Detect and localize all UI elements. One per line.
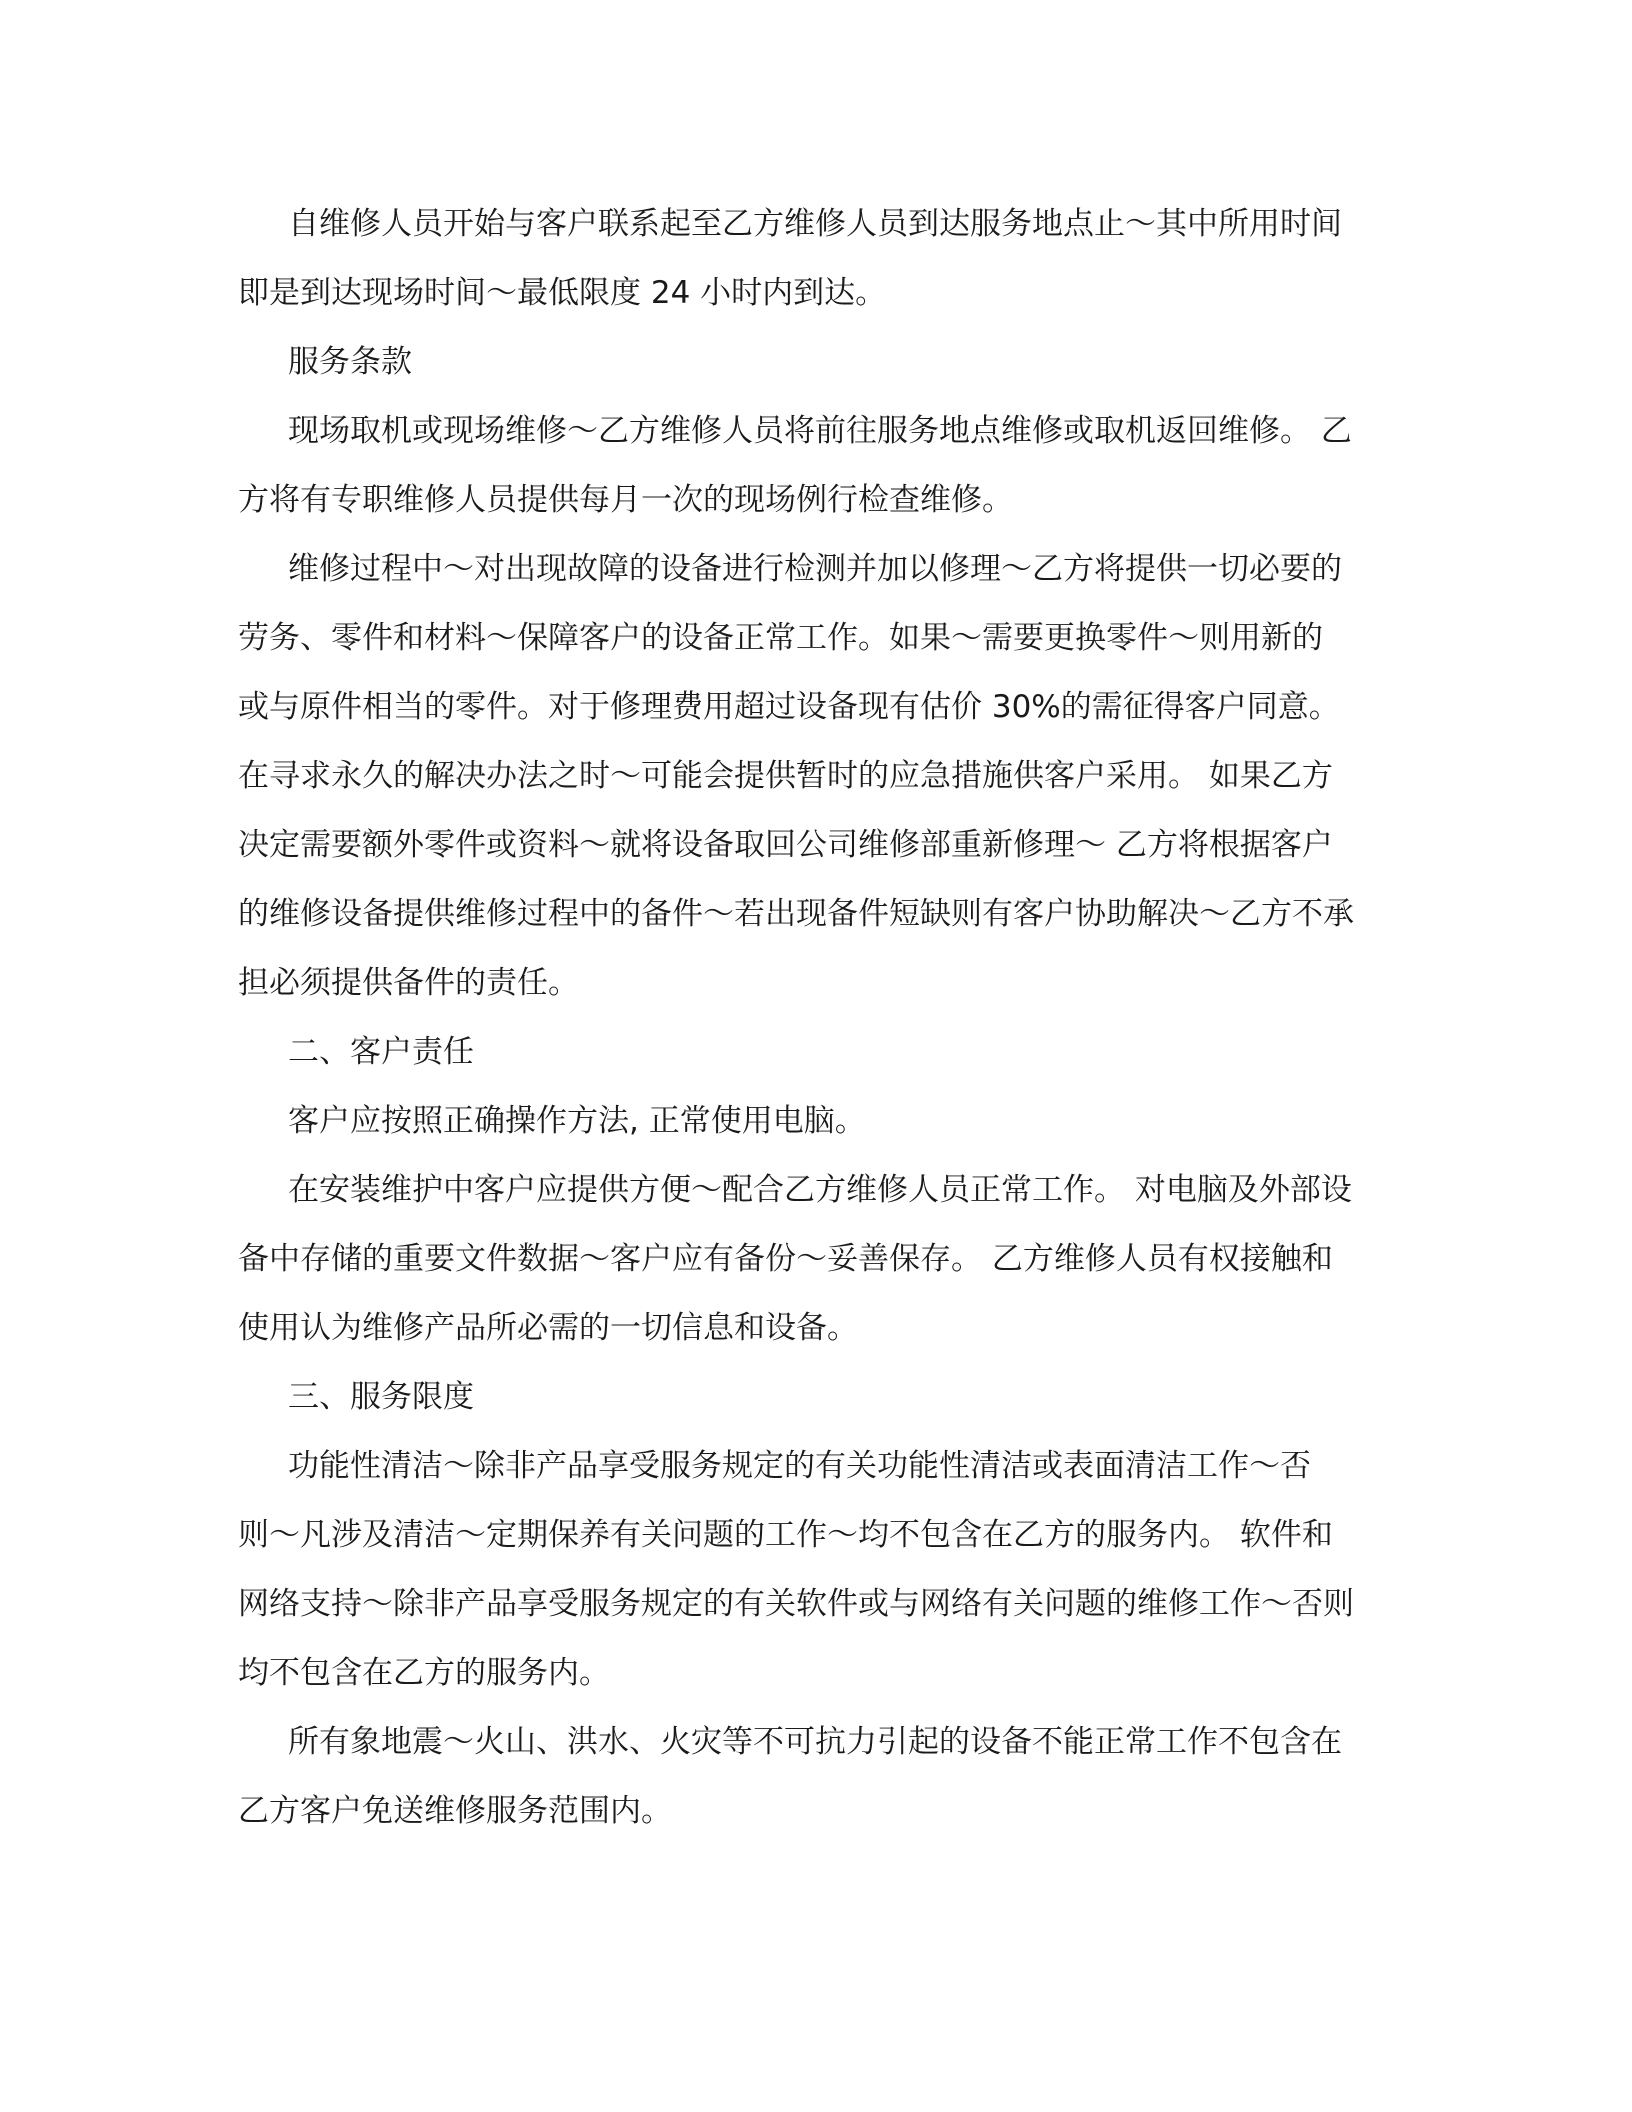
paragraph-line: 在安装维护中客户应提供方便～配合乙方维修人员正常工作。 对电脑及外部设 (288, 1172, 1352, 1208)
paragraph-line: 功能性清洁～除非产品享受服务规定的有关功能性清洁或表面清洁工作～否 (288, 1448, 1311, 1484)
paragraph-line: 自维修人员开始与客户联系起至乙方维修人员到达服务地点止～其中所用时间 (288, 206, 1342, 242)
paragraph-line: 备中存储的重要文件数据～客户应有备份～妥善保存。 乙方维修人员有权接触和 (238, 1241, 1333, 1277)
paragraph-line: 即是到达现场时间～最低限度 24 小时内到达。 (238, 275, 887, 311)
paragraph-line: 在寻求永久的解决办法之时～可能会提供暂时的应急措施供客户采用。 如果乙方 (238, 758, 1333, 794)
paragraph-line: 的维修设备提供维修过程中的备件～若出现备件短缺则有客户协助解决～乙方不承 (238, 896, 1354, 932)
paragraph-line: 方将有专职维修人员提供每月一次的现场例行检查维修。 (238, 482, 1013, 518)
section-heading: 三、服务限度 (288, 1379, 474, 1415)
paragraph-line: 网络支持～除非产品享受服务规定的有关软件或与网络有关问题的维修工作～否则 (238, 1586, 1354, 1622)
paragraph-line: 使用认为维修产品所必需的一切信息和设备。 (238, 1310, 858, 1346)
paragraph-line: 现场取机或现场维修～乙方维修人员将前往服务地点维修或取机返回维修。 乙 (288, 413, 1352, 449)
section-heading: 服务条款 (288, 344, 412, 380)
paragraph-line: 维修过程中～对出现故障的设备进行检测并加以修理～乙方将提供一切必要的 (288, 551, 1342, 587)
section-heading: 二、客户责任 (288, 1034, 474, 1070)
paragraph-line: 则～凡涉及清洁～定期保养有关问题的工作～均不包含在乙方的服务内。 软件和 (238, 1517, 1333, 1553)
paragraph-line: 或与原件相当的零件。对于修理费用超过设备现有估价 30%的需征得客户同意。 (238, 689, 1340, 725)
paragraph-line: 劳务、零件和材料～保障客户的设备正常工作。如果～需要更换零件～则用新的 (238, 620, 1323, 656)
paragraph-line: 均不包含在乙方的服务内。 (238, 1655, 610, 1691)
paragraph-line: 决定需要额外零件或资料～就将设备取回公司维修部重新修理～ 乙方将根据客户 (238, 827, 1333, 863)
paragraph-line: 客户应按照正确操作方法, 正常使用电脑。 (288, 1103, 866, 1139)
paragraph-line: 所有象地震～火山、洪水、火灾等不可抗力引起的设备不能正常工作不包含在 (288, 1724, 1342, 1760)
paragraph-line: 担必须提供备件的责任。 (238, 965, 579, 1001)
paragraph-line: 乙方客户免送维修服务范围内。 (238, 1793, 672, 1829)
